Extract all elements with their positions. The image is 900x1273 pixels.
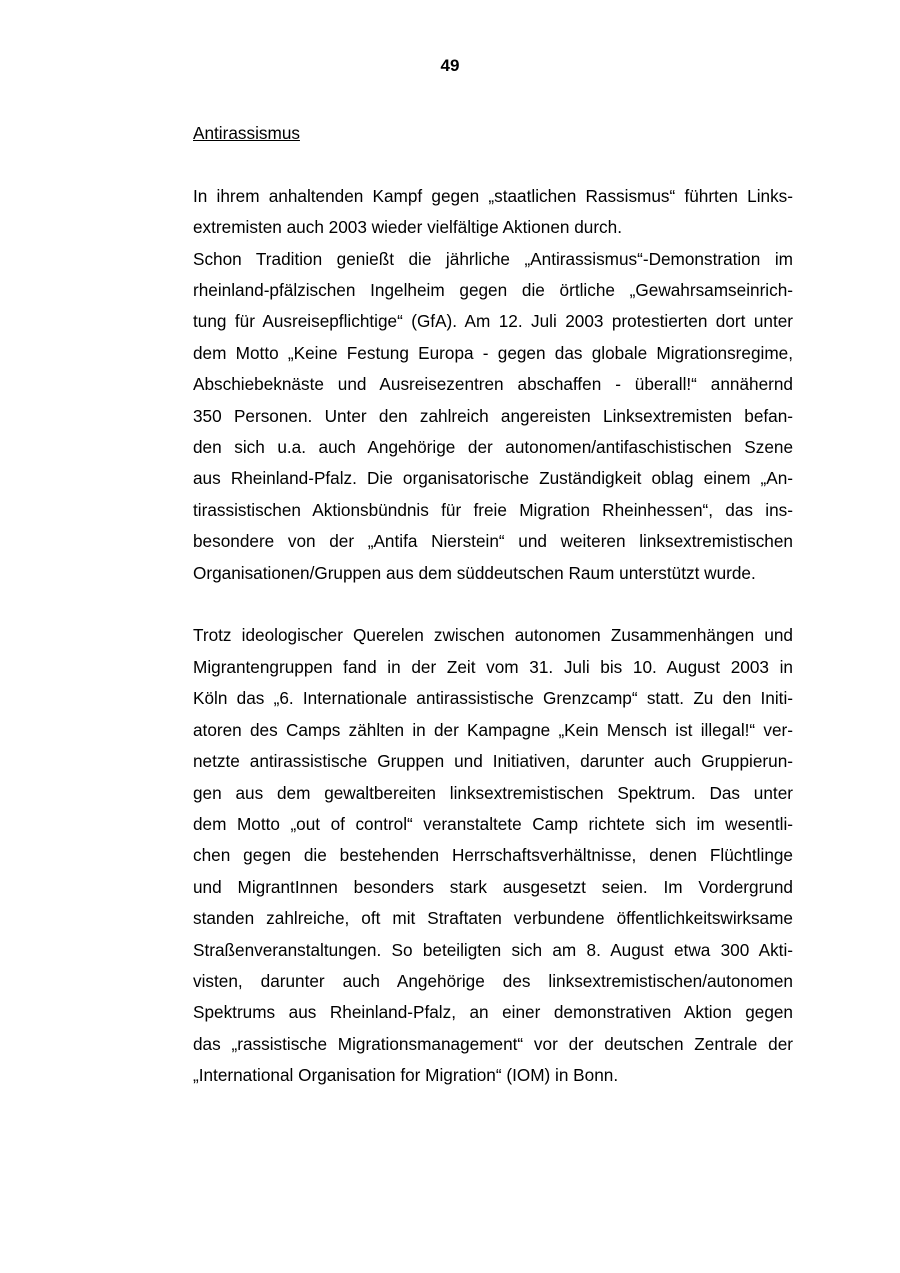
paragraph — [193, 620, 793, 1091]
text-line: tung für Ausreisepflichtige“ (GfA). Am 12. Juli 2003 protestierten dort unter — [193, 311, 793, 332]
text-line: Spektrums aus Rheinland-Pfalz, an einer demonstrativen Aktion gegen — [193, 1002, 793, 1023]
text-line: „International Organisation for Migration“ (IOM) in Bonn. — [193, 1065, 619, 1086]
text-line: extremisten auch 2003 wieder vielfältige Aktionen durch. — [193, 217, 622, 238]
paragraph-gap — [193, 589, 793, 620]
text-line: gen aus dem gewaltbereiten linksextremistischen Spektrum. Das unter — [193, 782, 793, 803]
text-line: netzte antirassistische Gruppen und Initiativen, darunter auch Gruppierun- — [193, 751, 793, 772]
text-line: rheinland-pfälzischen Ingelheim gegen die örtliche „Gewahrsamseinrich- — [193, 280, 793, 301]
paragraph-container — [193, 181, 793, 1092]
text-line: standen zahlreiche, oft mit Straftaten verbundene öffentlichkeitswirksame — [193, 908, 793, 929]
text-line: und MigrantInnen besonders stark ausgesetzt seien. Im Vordergrund — [193, 876, 793, 897]
section-heading: Antirassismus — [193, 123, 300, 143]
text-line: Abschiebeknäste und Ausreisezentren abschaffen - überall!“ annähernd — [193, 374, 793, 395]
text-line: Straßenveranstaltungen. So beteiligten sich am 8. August etwa 300 Akti- — [193, 939, 793, 960]
text-line: besondere von der „Antifa Nierstein“ und weiteren linksextremistischen — [193, 531, 793, 552]
text-line: Organisationen/Gruppen aus dem süddeutschen Raum unterstützt wurde. — [193, 562, 756, 583]
text-line: tirassistischen Aktionsbündnis für freie Migration Rheinhessen“, das ins- — [193, 499, 793, 520]
text-line: Schon Tradition genießt die jährliche „Antirassismus“-Demonstration im — [193, 248, 793, 269]
text-line: dem Motto „Keine Festung Europa - gegen das globale Migrationsregime, — [193, 342, 793, 363]
text-line: Trotz ideologischer Querelen zwischen autonomen Zusammenhängen und — [193, 625, 793, 646]
text-line: atoren des Camps zählten in der Kampagne „Kein Mensch ist illegal!“ ver- — [193, 719, 793, 740]
text-line: aus Rheinland-Pfalz. Die organisatorische Zuständigkeit oblag einem „An- — [193, 468, 793, 489]
paragraph — [193, 181, 793, 589]
text-line: dem Motto „out of control“ veranstaltete Camp richtete sich im wesentli- — [193, 813, 793, 834]
text-line: chen gegen die bestehenden Herrschaftsverhältnisse, denen Flüchtlinge — [193, 845, 793, 866]
text-line: das „rassistische Migrationsmanagement“ vor der deutschen Zentrale der — [193, 1033, 793, 1054]
text-line: den sich u.a. auch Angehörige der autonomen/antifaschistischen Szene — [193, 437, 793, 458]
text-line: visten, darunter auch Angehörige des linksextremistischen/autonomen — [193, 970, 793, 991]
text-line: In ihrem anhaltenden Kampf gegen „staatlichen Rassismus“ führten Links- — [193, 185, 793, 206]
page-number: 49 — [440, 56, 460, 75]
text-line: 350 Personen. Unter den zahlreich angereisten Linksextremisten befan- — [193, 405, 793, 426]
document-body — [193, 118, 793, 1092]
text-line: Köln das „6. Internationale antirassistische Grenzcamp“ statt. Zu den Initi- — [193, 688, 793, 709]
text-line: Migrantengruppen fand in der Zeit vom 31. Juli bis 10. August 2003 in — [193, 656, 793, 677]
